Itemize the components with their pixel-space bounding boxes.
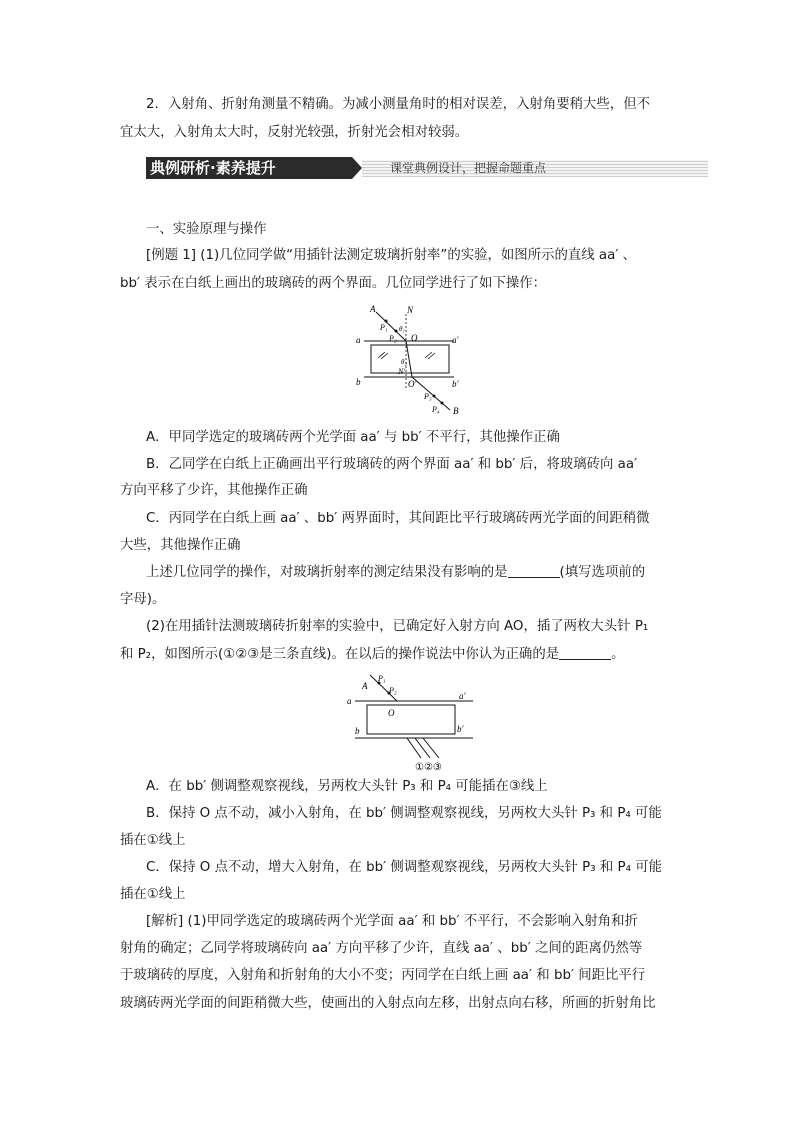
- analysis-line-4: 玻璃砖两光学面的间距稍微大些，使画出的入射点向左移，出射点向右移，所画的折射角比: [120, 996, 656, 1011]
- fig2-label-a: a: [347, 696, 352, 706]
- fig2-label-P2: P₂: [389, 686, 397, 695]
- q1-question: 上述几位同学的操作，对玻璃折射率的测定结果没有影响的是 (填写选项前的: [146, 565, 646, 580]
- fig2-label-A: A: [362, 681, 368, 691]
- analysis-line-2: 射角的确定；乙同学将玻璃砖向 aa′ 方向平移了少许，直线 aa′ 、bb′ 之间的距离仍然等: [120, 941, 643, 956]
- fig1-label-a: a: [356, 335, 361, 345]
- fig2-label-O: O: [388, 708, 395, 718]
- fig2-label-b-prime: b′: [457, 724, 464, 734]
- fig1-label-a-prime: a′: [452, 335, 459, 345]
- q2-option-c-cont: 插在①线上: [120, 887, 186, 902]
- q2-option-b-cont: 插在①线上: [120, 833, 186, 848]
- q1-question-cont: 字母)。: [120, 592, 166, 607]
- q2-line-1: (2)在用插针法测玻璃砖折射率的实验中，已确定好入射方向 AO，插了两枚大头针 P₁: [146, 619, 649, 634]
- fig1-label-O: O: [411, 333, 418, 343]
- q2-option-b: B．保持 O 点不动，减小入射角，在 bb′ 侧调整观察视线，另两枚大头针 P₃ 和 P₄ 可能: [146, 806, 662, 821]
- answer-blank-1[interactable]: [508, 563, 560, 578]
- q1-option-a: A．甲同学选定的玻璃砖两个光学面 aa′ 与 bb′ 不平行，其他操作正确: [146, 430, 560, 445]
- intro-line-2: 宜太大，入射角太大时，反射光较强，折射光会相对较弱。: [120, 125, 469, 140]
- q2-option-c: C．保持 O 点不动，增大入射角，在 bb′ 侧调整观察视线，另两枚大头针 P₃ 和 P₄ 可能: [146, 860, 662, 875]
- figure-pins-lines: [345, 671, 505, 773]
- fig1-label-B: B: [453, 406, 459, 416]
- analysis-line-3: 于玻璃砖的厚度，入射角和折射角的大小不变；丙同学在白纸上画 aa′ 和 bb′ 间距比平行: [120, 968, 646, 983]
- fig1-label-N-prime: N′: [398, 367, 406, 376]
- fig1-label-b-prime: b′: [452, 379, 459, 389]
- section-heading: 一、实验原理与操作: [146, 222, 267, 237]
- analysis-line-1: [解析] (1)甲同学选定的玻璃砖两个光学面 aa′ 和 bb′ 不平行，不会影响入射角和折: [146, 914, 638, 929]
- fig2-label-a-prime: a′: [459, 691, 466, 701]
- fig1-label-b: b: [356, 377, 361, 387]
- q1-option-c: C．丙同学在白纸上画 aa′ 、bb′ 两界面时，其间距比平行玻璃砖两光学面的间距稍微: [146, 511, 650, 526]
- figure-glass-refraction: [350, 300, 470, 418]
- q1-option-b-cont: 方向平移了少许，其他操作正确: [120, 483, 308, 498]
- fig1-label-P3: P₃: [424, 392, 432, 401]
- q1-option-c-cont: 大些，其他操作正确: [120, 538, 241, 553]
- q1-option-b: B．乙同学在白纸上正确画出平行玻璃砖的两个界面 aa′ 和 bb′ 后，将玻璃砖向 aa′: [146, 457, 638, 472]
- fig1-label-theta1: θ₁: [399, 325, 405, 333]
- fig1-label-N: N: [407, 305, 414, 315]
- fig1-label-P1: P₁: [380, 323, 388, 332]
- example-line-2: bb′ 表示在白纸上画出的玻璃砖的两个界面。几位同学进行了如下操作：: [120, 276, 547, 291]
- fig1-label-O-prime: O′: [408, 379, 417, 389]
- banner-subtitle: 课堂典例设计，把握命题重点: [390, 161, 547, 175]
- section-banner: [146, 157, 708, 181]
- fig2-label-b: b: [355, 726, 360, 736]
- q2-option-a: A．在 bb′ 侧调整观察视线，另两枚大头针 P₃ 和 P₄ 可能插在③线上: [146, 779, 548, 794]
- fig1-label-P4: P₄: [432, 405, 440, 414]
- intro-line-1: 2．入射角、折射角测量不精确。为减小测量角时的相对误差，入射角要稍大些，但不: [146, 97, 650, 112]
- example-line-1: [例题 1] (1)几位同学做“用插针法测定玻璃折射率”的实验，如图所示的直线 aa′ 、: [146, 248, 637, 263]
- fig2-line-numbers: ①②③: [415, 762, 442, 773]
- answer-blank-2[interactable]: [559, 645, 611, 660]
- fig1-label-P2: P₂: [389, 334, 397, 343]
- fig2-label-P1: P₁: [378, 674, 386, 683]
- banner-title: 典例研析·素养提升: [146, 157, 352, 179]
- q2-line-2: 和 P₂，如图所示(①②③是三条直线)。在以后的操作说法中你认为正确的是 。: [120, 647, 625, 662]
- fig1-label-A: A: [370, 304, 376, 314]
- fig1-label-theta2: θ₂: [401, 358, 407, 366]
